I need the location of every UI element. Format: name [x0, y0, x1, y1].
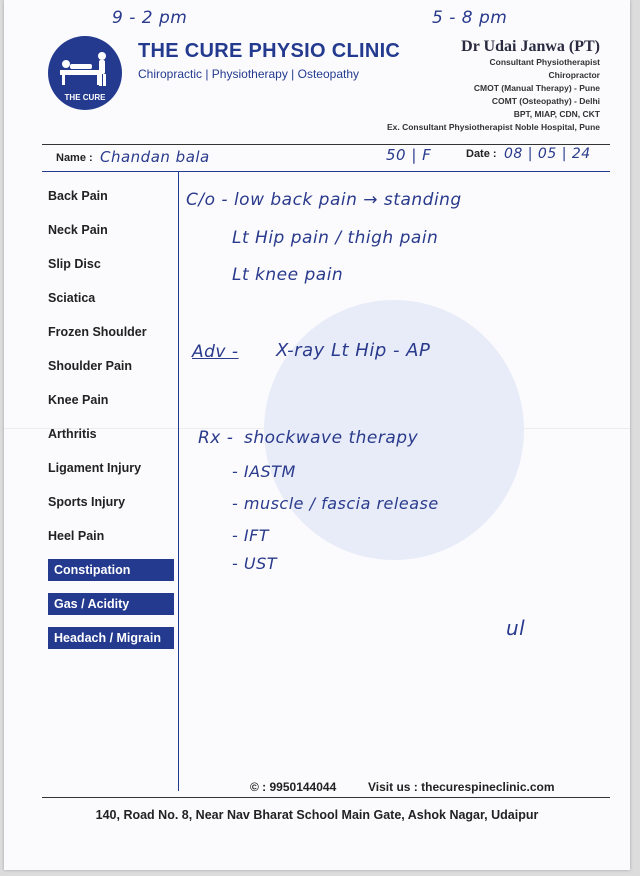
rx-line: shockwave therapy [244, 428, 419, 448]
patient-name: Chandan bala [100, 148, 210, 166]
footer-divider [42, 797, 610, 798]
doctor-line: CMOT (Manual Therapy) - Pune [473, 83, 600, 93]
rx-line: - UST [232, 554, 277, 573]
condition-item: Neck Pain [48, 223, 108, 237]
condition-item: Frozen Shoulder [48, 325, 147, 339]
rx-line: - IASTM [232, 462, 296, 481]
clinic-name: THE CURE PHYSIO CLINIC [138, 40, 401, 62]
highlighted-condition: Headach / Migrain [48, 627, 174, 649]
signature: ul [506, 616, 526, 640]
condition-item: Knee Pain [48, 393, 109, 407]
condition-item: Arthritis [48, 427, 97, 441]
condition-item: Heel Pain [48, 529, 105, 543]
name-label: Name : [56, 152, 93, 164]
condition-item: Slip Disc [48, 257, 101, 271]
patient-divider [42, 171, 610, 172]
header-divider [42, 144, 610, 145]
highlighted-condition: Gas / Acidity [48, 593, 174, 615]
advice-label: Adv - [192, 342, 239, 362]
clinic-logo [48, 36, 122, 110]
complaint-line: C/o - low back pain → standing [186, 190, 462, 210]
condition-item: Sciatica [48, 291, 96, 305]
website: Visit us : thecurespineclinic.com [368, 780, 555, 794]
patient-age-sex: 50 | F [386, 146, 432, 164]
doctor-line: Ex. Consultant Physiotherapist Noble Hospital, Pune [386, 122, 600, 132]
doctor-line: COMT (Osteopathy) - Delhi [491, 96, 600, 106]
condition-item: Ligament Injury [48, 461, 142, 475]
doctor-line: Chiropractor [548, 70, 600, 80]
doctor-info [387, 38, 600, 134]
column-divider [178, 171, 179, 791]
complaint-line: Lt Hip pain / thigh pain [232, 228, 439, 248]
date-label: Date : [466, 148, 497, 160]
condition-item: Sports Injury [48, 495, 126, 509]
clinic-tagline: Chiropractic | Physiotherapy | Osteopathy [138, 67, 360, 81]
condition-item: Back Pain [48, 189, 108, 203]
logo-text: THE CURE [64, 93, 106, 102]
prescription-sheet [4, 0, 630, 870]
rx-label: Rx - [198, 428, 234, 448]
advice-text: X-ray Lt Hip - AP [276, 340, 431, 361]
phone-number: © : 9950144044 [250, 780, 337, 794]
date-value: 08 | 05 | 24 [504, 146, 591, 162]
rx-line: - muscle / fascia release [232, 494, 439, 513]
rx-line: - IFT [232, 526, 270, 545]
complaint-line: Lt knee pain [232, 265, 344, 285]
timing-left: 9 - 2 pm [112, 8, 188, 28]
timing-right: 5 - 8 pm [432, 8, 508, 28]
clinic-address: 140, Road No. 8, Near Nav Bharat School Main Gate, Ashok Nagar, Udaipur [95, 808, 539, 822]
condition-item: Shoulder Pain [48, 359, 133, 373]
doctor-name: Dr Udai Janwa (PT) [461, 38, 600, 55]
doctor-line: Consultant Physiotherapist [489, 57, 600, 67]
highlighted-condition: Constipation [48, 559, 174, 581]
doctor-line: BPT, MIAP, CDN, CKT [513, 109, 600, 119]
